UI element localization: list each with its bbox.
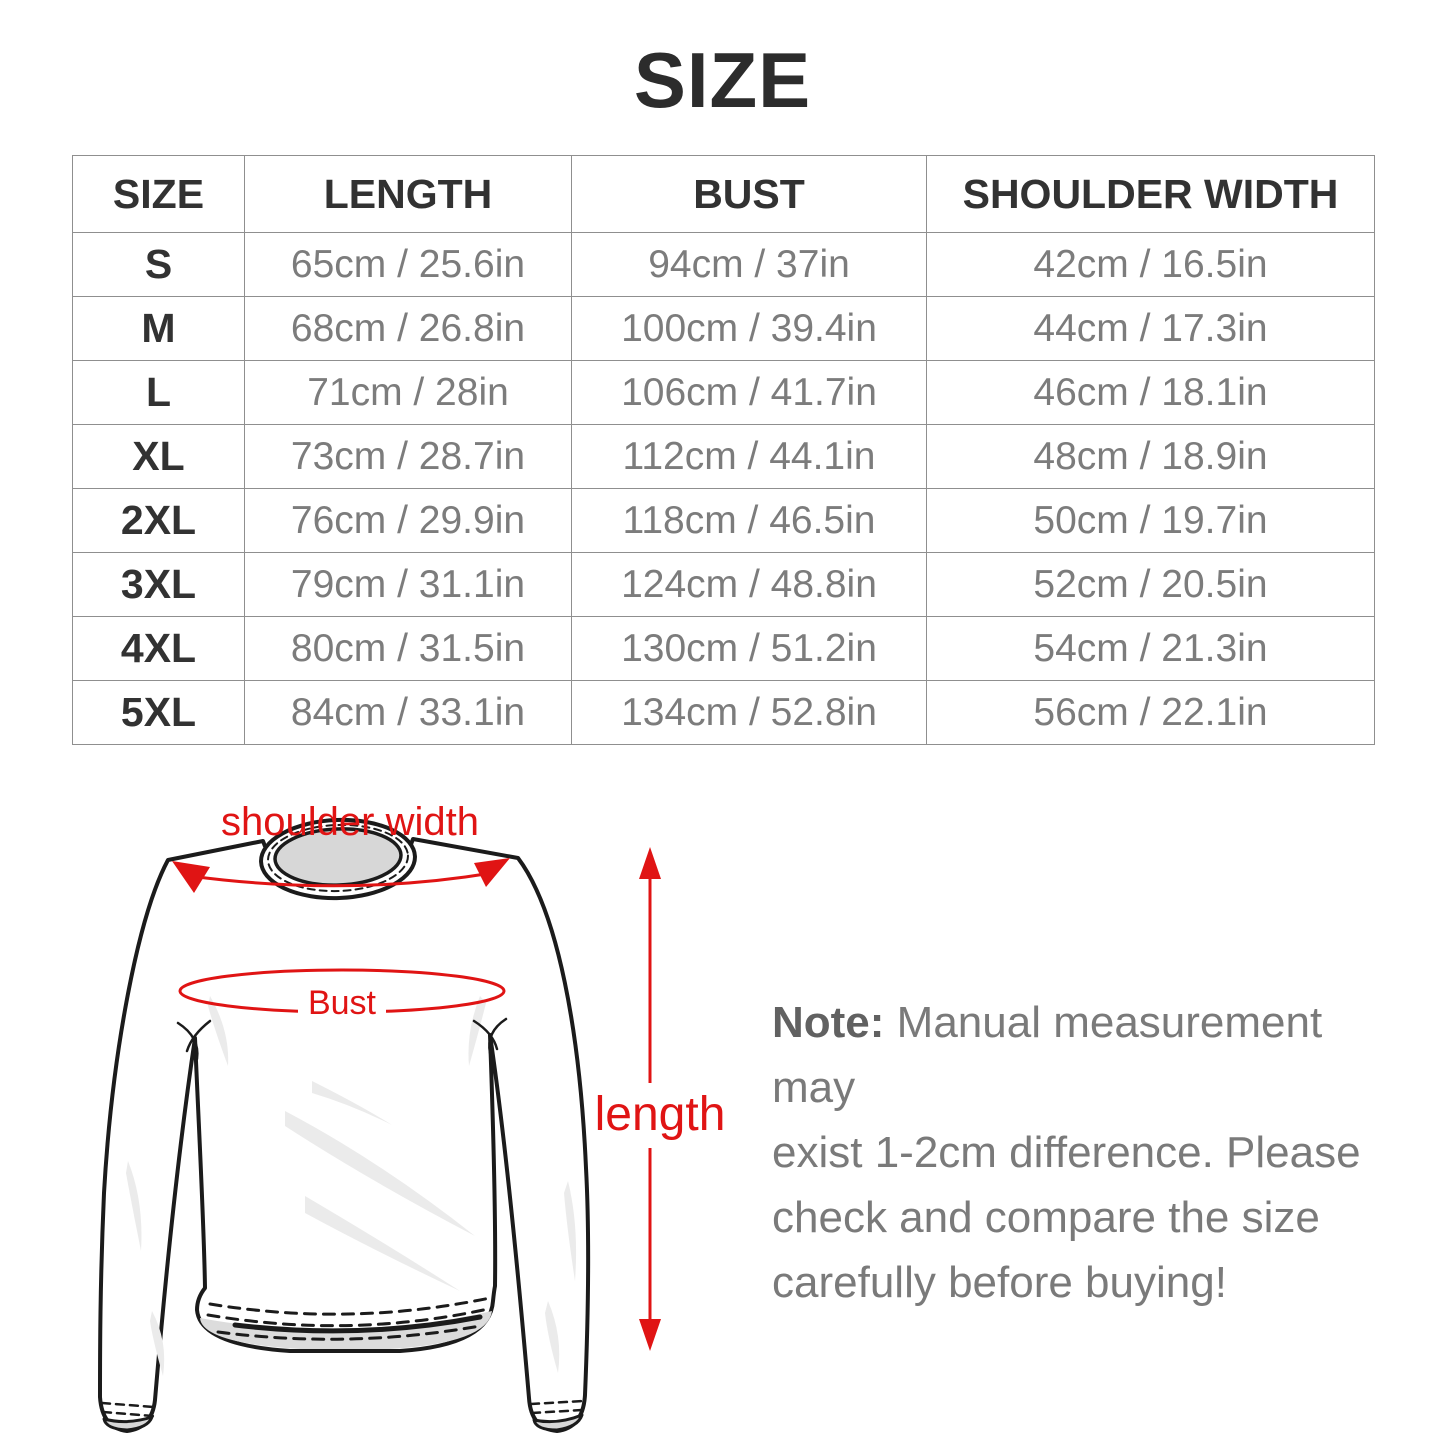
note-line: carefully before buying! (772, 1258, 1227, 1307)
table-row-s (73, 233, 1375, 297)
length-arrowhead-bottom (639, 1319, 661, 1351)
bust-value: 112cm / 44.1in (572, 425, 927, 489)
col-header-length: LENGTH (245, 156, 572, 233)
size-label: XL (73, 425, 245, 489)
shoulder-value: 46cm / 18.1in (927, 361, 1375, 425)
bust-value: 118cm / 46.5in (572, 489, 927, 553)
length-value: 68cm / 26.8in (245, 297, 572, 361)
note-line: check and compare the size (772, 1193, 1320, 1242)
shoulder-value: 44cm / 17.3in (927, 297, 1375, 361)
length-value: 76cm / 29.9in (245, 489, 572, 553)
table-row-m (73, 297, 1375, 361)
col-header-bust: BUST (572, 156, 927, 233)
size-label: 4XL (73, 617, 245, 681)
size-table (72, 155, 1375, 745)
size-label: 5XL (73, 681, 245, 745)
size-label: 2XL (73, 489, 245, 553)
note-text (772, 990, 1372, 1315)
length-value: 84cm / 33.1in (245, 681, 572, 745)
table-row-3xl (73, 553, 1375, 617)
col-header-size: SIZE (73, 156, 245, 233)
note-line-text: Manual measurement may (772, 998, 1323, 1112)
shoulder-width-label: shoulder width (221, 800, 479, 844)
shoulder-value: 50cm / 19.7in (927, 489, 1375, 553)
bust-value: 100cm / 39.4in (572, 297, 927, 361)
length-value: 73cm / 28.7in (245, 425, 572, 489)
size-label: 3XL (73, 553, 245, 617)
bust-label: Bust (307, 984, 377, 1022)
shirt-measurement-diagram (60, 783, 740, 1445)
col-header-shoulder-width: SHOULDER WIDTH (927, 156, 1375, 233)
bust-value: 106cm / 41.7in (572, 361, 927, 425)
note-line: exist 1-2cm difference. Please (772, 1128, 1361, 1177)
bust-value: 94cm / 37in (572, 233, 927, 297)
length-value: 71cm / 28in (245, 361, 572, 425)
shoulder-value: 48cm / 18.9in (927, 425, 1375, 489)
table-header-row (73, 156, 1375, 233)
table-row-5xl (73, 681, 1375, 745)
shoulder-value: 56cm / 22.1in (927, 681, 1375, 745)
note-line (772, 990, 1372, 1120)
bust-value: 134cm / 52.8in (572, 681, 927, 745)
length-arrowhead-top (639, 847, 661, 879)
length-value: 80cm / 31.5in (245, 617, 572, 681)
table-row-xl (73, 425, 1375, 489)
length-value: 79cm / 31.1in (245, 553, 572, 617)
shoulder-value: 52cm / 20.5in (927, 553, 1375, 617)
bust-value: 130cm / 51.2in (572, 617, 927, 681)
note-label: Note: (772, 998, 885, 1047)
size-label: M (73, 297, 245, 361)
length-label: length (594, 1088, 726, 1141)
size-label: S (73, 233, 245, 297)
size-table-container (72, 155, 1374, 745)
page-title: SIZE (633, 36, 812, 124)
length-value: 65cm / 25.6in (245, 233, 572, 297)
bust-value: 124cm / 48.8in (572, 553, 927, 617)
shoulder-value: 54cm / 21.3in (927, 617, 1375, 681)
table-row-2xl (73, 489, 1375, 553)
table-row-4xl (73, 617, 1375, 681)
size-label: L (73, 361, 245, 425)
table-row-l (73, 361, 1375, 425)
shoulder-value: 42cm / 16.5in (927, 233, 1375, 297)
